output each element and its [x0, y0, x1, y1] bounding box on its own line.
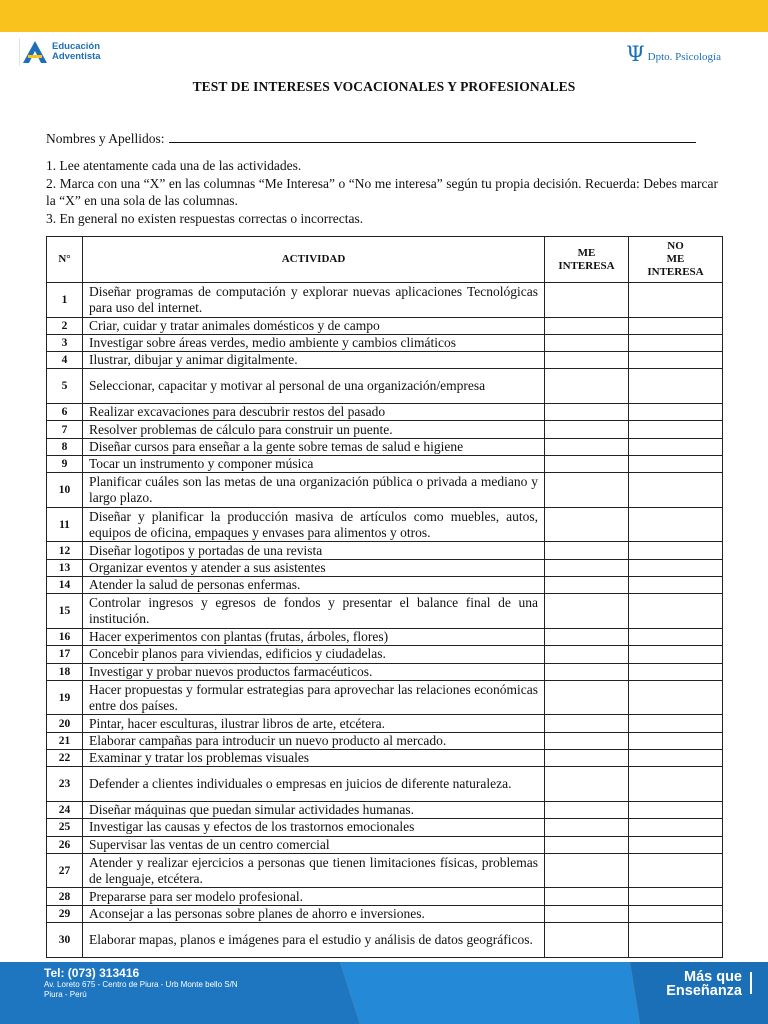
- row-number: 6: [47, 404, 83, 421]
- not-interested-checkbox-cell[interactable]: [629, 767, 723, 802]
- row-number: 16: [47, 628, 83, 645]
- not-interested-checkbox-cell[interactable]: [629, 283, 723, 318]
- name-label: Nombres y Apellidos:: [46, 131, 165, 146]
- not-interested-checkbox-cell[interactable]: [629, 905, 723, 922]
- header-interested-line-2: INTERESA: [558, 259, 615, 272]
- table-row: [47, 317, 723, 334]
- table-row: [47, 577, 723, 594]
- table-body: [47, 283, 723, 958]
- not-interested-checkbox-cell[interactable]: [629, 922, 723, 957]
- row-activity: Concebir planos para viviendas, edificios y ciudadelas.: [83, 646, 545, 663]
- table-row: [47, 369, 723, 404]
- row-activity: Elaborar mapas, planos e imágenes para el estudio y análisis de datos geográficos.: [83, 922, 545, 957]
- interested-checkbox-cell[interactable]: [545, 577, 629, 594]
- table-row: [47, 646, 723, 663]
- row-activity: Ilustrar, dibujar y animar digitalmente.: [83, 352, 545, 369]
- table-row: [47, 455, 723, 472]
- row-number: 1: [47, 283, 83, 318]
- table-row: [47, 750, 723, 767]
- row-number: 9: [47, 455, 83, 472]
- not-interested-checkbox-cell[interactable]: [629, 680, 723, 715]
- header-interested-line-1: ME: [577, 246, 596, 259]
- name-field-line[interactable]: [169, 131, 696, 143]
- interested-checkbox-cell[interactable]: [545, 646, 629, 663]
- not-interested-checkbox-cell[interactable]: [629, 819, 723, 836]
- row-number: 22: [47, 750, 83, 767]
- logo-a-icon: [22, 40, 48, 64]
- footer-address-1: Av. Loreto 675 - Centro de Piura - Urb Monte bello S/N: [44, 980, 238, 989]
- row-number: 8: [47, 438, 83, 455]
- row-activity: Investigar y probar nuevos productos farmacéuticos.: [83, 663, 545, 680]
- table-row: [47, 922, 723, 957]
- not-interested-checkbox-cell[interactable]: [629, 421, 723, 438]
- row-number: 30: [47, 922, 83, 957]
- row-number: 13: [47, 559, 83, 576]
- not-interested-checkbox-cell[interactable]: [629, 473, 723, 508]
- footer-phone: Tel: (073) 313416: [44, 966, 140, 980]
- table-row: [47, 507, 723, 542]
- row-number: 21: [47, 732, 83, 749]
- not-interested-checkbox-cell[interactable]: [629, 559, 723, 576]
- row-activity: Planificar cuáles son las metas de una organización pública o privada a mediano y largo plazo.: [83, 473, 545, 508]
- row-activity: Diseñar cursos para enseñar a la gente sobre temas de salud e higiene: [83, 438, 545, 455]
- interested-checkbox-cell[interactable]: [545, 715, 629, 732]
- row-activity: Atender y realizar ejercicios a personas que tienen limitaciones físicas, problemas de lenguaje, etcétera.: [83, 853, 545, 888]
- interested-checkbox-cell[interactable]: [545, 473, 629, 508]
- row-number: 3: [47, 334, 83, 351]
- psi-icon: Ψ: [626, 42, 645, 66]
- slogan-line-1: Más que: [683, 969, 742, 985]
- interested-checkbox-cell[interactable]: [545, 905, 629, 922]
- table-row: [47, 542, 723, 559]
- interested-checkbox-cell[interactable]: [545, 750, 629, 767]
- row-activity: Controlar ingresos y egresos de fondos y presentar el balance final de una institución.: [83, 594, 545, 629]
- table-row: [47, 594, 723, 629]
- header-activity: ACTIVIDAD: [83, 237, 545, 283]
- row-number: 7: [47, 421, 83, 438]
- row-activity: Aconsejar a las personas sobre planes de ahorro e inversiones.: [83, 905, 545, 922]
- table-row: [47, 352, 723, 369]
- row-number: 14: [47, 577, 83, 594]
- interested-checkbox-cell[interactable]: [545, 836, 629, 853]
- instruction-1: 1. Lee atentamente cada una de las actividades.: [46, 158, 302, 173]
- interested-checkbox-cell[interactable]: [545, 317, 629, 334]
- activities-table: [46, 236, 723, 958]
- row-number: 27: [47, 853, 83, 888]
- interested-checkbox-cell[interactable]: [545, 628, 629, 645]
- not-interested-checkbox-cell[interactable]: [629, 646, 723, 663]
- interested-checkbox-cell[interactable]: [545, 801, 629, 818]
- interested-checkbox-cell[interactable]: [545, 680, 629, 715]
- document-title: TEST DE INTERESES VOCACIONALES Y PROFESIONALES: [192, 79, 576, 94]
- row-number: 10: [47, 473, 83, 508]
- row-activity: Organizar eventos y atender a sus asistentes: [83, 559, 545, 576]
- row-activity: Hacer experimentos con plantas (frutas, árboles, flores): [83, 628, 545, 645]
- not-interested-checkbox-cell[interactable]: [629, 628, 723, 645]
- row-activity: Criar, cuidar y tratar animales domésticos y de campo: [83, 317, 545, 334]
- interested-checkbox-cell[interactable]: [545, 732, 629, 749]
- not-interested-checkbox-cell[interactable]: [629, 801, 723, 818]
- logo-divider: [19, 38, 20, 66]
- table-row: [47, 888, 723, 905]
- row-activity: Resolver problemas de cálculo para construir un puente.: [83, 421, 545, 438]
- header-not-interested-line-1: NO: [667, 240, 684, 252]
- row-activity: Atender la salud de personas enfermas.: [83, 577, 545, 594]
- department-label: [626, 44, 721, 64]
- row-number: 15: [47, 594, 83, 629]
- header-not-interested-line-2: ME: [666, 253, 685, 265]
- not-interested-checkbox-cell[interactable]: [629, 888, 723, 905]
- logo-text: [52, 42, 101, 62]
- table-row: [47, 715, 723, 732]
- not-interested-checkbox-cell[interactable]: [629, 594, 723, 629]
- row-activity: Pintar, hacer esculturas, ilustrar libros de arte, etcétera.: [83, 715, 545, 732]
- instruction-2: 2. Marca con una “X” en las columnas “Me Interesa” o “No me interesa” según tu propia decisión. Recuerda: Debes marcar la “X” en una sola de las columnas.: [46, 175, 718, 208]
- row-activity: Investigar las causas y efectos de los trastornos emocionales: [83, 819, 545, 836]
- top-yellow-bar: [0, 0, 768, 32]
- not-interested-checkbox-cell[interactable]: [629, 836, 723, 853]
- interested-checkbox-cell[interactable]: [545, 352, 629, 369]
- row-number: 18: [47, 663, 83, 680]
- row-activity: Defender a clientes individuales o empresas en juicios de diferente naturaleza.: [83, 767, 545, 802]
- table-row: [47, 732, 723, 749]
- row-number: 17: [47, 646, 83, 663]
- interested-checkbox-cell[interactable]: [545, 922, 629, 957]
- header-not-interested-line-3: INTERESA: [647, 266, 704, 278]
- row-number: 29: [47, 905, 83, 922]
- not-interested-checkbox-cell[interactable]: [629, 334, 723, 351]
- table-row: [47, 404, 723, 421]
- interested-checkbox-cell[interactable]: [545, 663, 629, 680]
- interested-checkbox-cell[interactable]: [545, 594, 629, 629]
- table-row: [47, 905, 723, 922]
- row-activity: Seleccionar, capacitar y motivar al personal de una organización/empresa: [83, 369, 545, 404]
- footer-contact: [44, 966, 238, 1000]
- interested-checkbox-cell[interactable]: [545, 369, 629, 404]
- table-row: [47, 438, 723, 455]
- interested-checkbox-cell[interactable]: [545, 438, 629, 455]
- interested-checkbox-cell[interactable]: [545, 507, 629, 542]
- row-activity: Prepararse para ser modelo profesional.: [83, 888, 545, 905]
- slogan-line-2: Enseñanza: [666, 983, 742, 999]
- table-row: [47, 559, 723, 576]
- not-interested-checkbox-cell[interactable]: [629, 542, 723, 559]
- row-number: 5: [47, 369, 83, 404]
- department-name: Dpto. Psicología: [647, 51, 721, 63]
- not-interested-checkbox-cell[interactable]: [629, 663, 723, 680]
- table-row: [47, 801, 723, 818]
- table-row: [47, 853, 723, 888]
- row-activity: Elaborar campañas para introducir un nuevo producto al mercado.: [83, 732, 545, 749]
- row-activity: Investigar sobre áreas verdes, medio ambiente y cambios climáticos: [83, 334, 545, 351]
- not-interested-checkbox-cell[interactable]: [629, 732, 723, 749]
- slogan-divider: [750, 972, 752, 994]
- not-interested-checkbox-cell[interactable]: [629, 352, 723, 369]
- logo-line-2: Adventista: [52, 51, 101, 62]
- row-number: 28: [47, 888, 83, 905]
- row-activity: Diseñar máquinas que puedan simular actividades humanas.: [83, 801, 545, 818]
- table-row: [47, 628, 723, 645]
- row-activity: Diseñar programas de computación y explorar nuevas aplicaciones Tecnológicas para uso del internet.: [83, 283, 545, 318]
- not-interested-checkbox-cell[interactable]: [629, 369, 723, 404]
- header-interested: [545, 237, 629, 283]
- interested-checkbox-cell[interactable]: [545, 542, 629, 559]
- footer-address-2: Piura - Perú: [44, 990, 87, 999]
- row-number: 20: [47, 715, 83, 732]
- interested-checkbox-cell[interactable]: [545, 334, 629, 351]
- interested-checkbox-cell[interactable]: [545, 559, 629, 576]
- not-interested-checkbox-cell[interactable]: [629, 455, 723, 472]
- logo-educacion-adventista: [22, 40, 101, 64]
- not-interested-checkbox-cell[interactable]: [629, 715, 723, 732]
- table-row: [47, 283, 723, 318]
- row-number: 26: [47, 836, 83, 853]
- header-not-interested: [629, 237, 723, 283]
- table-row: [47, 836, 723, 853]
- table-row: [47, 680, 723, 715]
- instruction-3: 3. En general no existen respuestas correctas o incorrectas.: [46, 210, 364, 226]
- row-number: 12: [47, 542, 83, 559]
- table-header-row: [47, 237, 723, 283]
- row-number: 23: [47, 767, 83, 802]
- not-interested-checkbox-cell[interactable]: [629, 507, 723, 542]
- table-row: [47, 421, 723, 438]
- row-activity: Realizar excavaciones para descubrir restos del pasado: [83, 404, 545, 421]
- row-activity: Tocar un instrumento y componer música: [83, 455, 545, 472]
- footer-slogan: [666, 970, 742, 998]
- row-number: 24: [47, 801, 83, 818]
- interested-checkbox-cell[interactable]: [545, 404, 629, 421]
- table-row: [47, 334, 723, 351]
- interested-checkbox-cell[interactable]: [545, 819, 629, 836]
- table-row: [47, 663, 723, 680]
- row-activity: Diseñar logotipos y portadas de una revista: [83, 542, 545, 559]
- row-number: 2: [47, 317, 83, 334]
- logo-line-1: Educación: [52, 41, 101, 52]
- interested-checkbox-cell[interactable]: [545, 767, 629, 802]
- row-number: 11: [47, 507, 83, 542]
- row-activity: Supervisar las ventas de un centro comercial: [83, 836, 545, 853]
- interested-checkbox-cell[interactable]: [545, 421, 629, 438]
- row-activity: Hacer propuestas y formular estrategias para aprovechar las relaciones económicas entre dos países.: [83, 680, 545, 715]
- table-row: [47, 473, 723, 508]
- row-activity: Diseñar y planificar la producción masiva de artículos como muebles, autos, equipos de oficina, empaques y envases para alimentos y otros.: [83, 507, 545, 542]
- interested-checkbox-cell[interactable]: [545, 283, 629, 318]
- not-interested-checkbox-cell[interactable]: [629, 438, 723, 455]
- name-field-row: [46, 131, 696, 147]
- row-number: 4: [47, 352, 83, 369]
- not-interested-checkbox-cell[interactable]: [629, 750, 723, 767]
- table-row: [47, 819, 723, 836]
- header-number: N°: [47, 237, 83, 283]
- interested-checkbox-cell[interactable]: [545, 455, 629, 472]
- not-interested-checkbox-cell[interactable]: [629, 317, 723, 334]
- interested-checkbox-cell[interactable]: [545, 888, 629, 905]
- instructions: [46, 157, 718, 227]
- row-number: 25: [47, 819, 83, 836]
- row-activity: Examinar y tratar los problemas visuales: [83, 750, 545, 767]
- not-interested-checkbox-cell[interactable]: [629, 577, 723, 594]
- row-number: 19: [47, 680, 83, 715]
- not-interested-checkbox-cell[interactable]: [629, 853, 723, 888]
- table-row: [47, 767, 723, 802]
- not-interested-checkbox-cell[interactable]: [629, 404, 723, 421]
- interested-checkbox-cell[interactable]: [545, 853, 629, 888]
